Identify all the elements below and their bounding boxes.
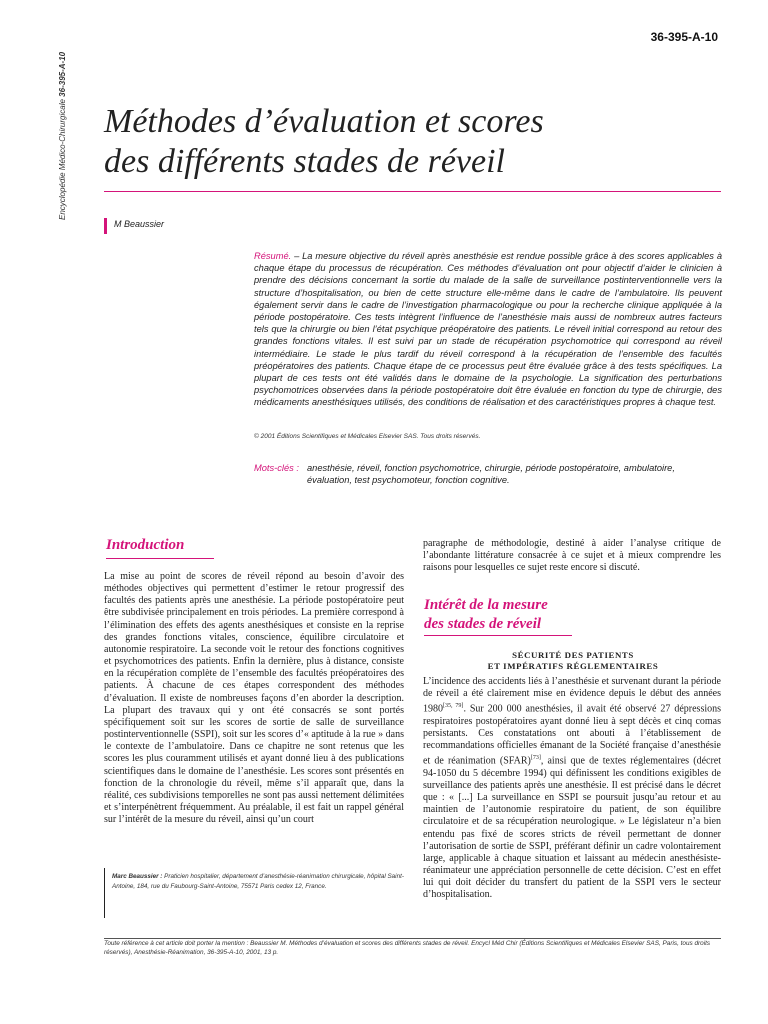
- abstract: [254, 250, 722, 409]
- affiliation-rule: [104, 868, 105, 918]
- section-text-b: . Sur 200 000 anesthésies, il avait été observé 27 dépressions respiratoires postopératoires ayant donné lieu à sept décès et cinq comas persistants. Ces constatations ont abouti à l’établissement de recommandations officielles émanant de la Société française d’anesthésie et de réanimation (SFAR): [423, 703, 722, 767]
- section-text: [423, 676, 721, 901]
- abstract-text: – La mesure objective du réveil après anesthésie est rendue possible grâce à des scores applicables à chaque étape du processus de récupération. Ces méthodes d’évaluation ont pour objectif d’aider le clinicien à prendre des décisions concernant la sortie du malade de la salle de surveillance postinterventionnelle vers la structure d’hospitalisation, ou bien de cette structure elle-même dans le cadre de l’ambulatoire. Ils peuvent également servir dans le cadre de l’investigation pharmacologique ou pour la recherche clinique appliquée à la période postopératoire. Ces tests intègrent l’influence de l’anesthésie mais aussi de nombreux autres facteurs tels que la chirurgie ou bien l’état psychique préopératoire des patients. Le réveil initial correspond au retour des grandes fonctions vitales. Il est suivi par un stade de récupération psychomotrice qui correspond au réveil intermédiaire. Le stade le plus tardif du réveil correspond à la récupération de l’ensemble des facultés préopératoires des patients. Chaque étape de ce processus peut être évaluée grâce à des tests spécifiques. La plupart de ces tests ont été validés dans le domaine de la psychologie. La signification des perturbations psychomotrices observées dans la période postopératoire doit être évaluée en fonction du type de chirurgie, des médicaments anesthésiques utilisés, des conditions de réalisation et des caractéristiques propres à chaque test.: [254, 251, 722, 408]
- subsection-heading: [424, 650, 722, 672]
- keywords-text: anesthésie, réveil, fonction psychomotrice, chirurgie, période postopératoire, ambulatoire, évaluation, test psychomoteur, fonction cognitive.: [307, 463, 675, 486]
- subhead-line-1: SÉCURITÉ DES PATIENTS: [512, 650, 634, 660]
- affiliation-name: Marc Beaussier :: [112, 873, 163, 880]
- title-line-2: des différents stades de réveil: [104, 143, 505, 180]
- section-text-c: , ainsi que de textes réglementaires (décret 94-1050 du 5 décembre 1994) qui définissent les conditions exigibles de surveillance des patients après une anesthésie. Il est précisé dans le décret que : « [...] La surveillance en SSPI se poursuit jusqu’au retour et au maintien de l’autonomie respiratoire du patient, de son équilibre circulatoire et de sa récupération neurologique. » Le législateur n’a bien entendu pas fixé de scores stricts de réveil permettant de donner l’autorisation de sortie de SSPI, préférant définir un cadre volontairement large, applicable à chaque situation et laissant au médecin anesthésiste-réanimateur une appréciation personnelle de cette décision. C’est en effet lui qui doit décider du transfert du patient de la SSPI vers le secteur d’hospitalisation.: [423, 755, 721, 901]
- section-heading: [424, 596, 724, 634]
- journal-name: Encyclopédie Médico-Chirurgicale: [58, 99, 67, 220]
- intro-text-continued: paragraphe de méthodologie, destiné à aider l’analyse critique de l’abondante littérature consacrée à ce sujet et à mieux comprendre les raisons pour lesquelles ce sujet reste encore si discuté.: [423, 538, 721, 574]
- section-heading-line-1: Intérêt de la mesure: [424, 597, 548, 613]
- author-affiliation: [112, 872, 404, 892]
- journal-code: 36-395-A-10: [58, 51, 67, 97]
- section-heading-rule: [424, 635, 572, 636]
- article-title: [104, 102, 664, 182]
- intro-text: La mise au point de scores de réveil répond au besoin d’avoir des méthodes objectives qui permettent d’estimer le retour progressif des facultés des patients après une anesthésie. La période postopératoire peut être subdivisée principalement en trois périodes. La première correspond à l’élimination des effets des agents anesthésiques et consiste en la reprise des grandes fonctions vitales, conscience, équilibre circulatoire et autonomie respiratoire. La seconde voit le retour des fonctions cognitives et psychomotrices des patients. Enfin la dernière, plus à distance, consiste en la récupération complète de l’ensemble des facultés préopératoires des patients. À chacune de ces étapes correspondent des méthodes d’évaluation. Il existe de nombreuses façons d’en aborder la description. La plupart des travaux qui y ont été consacrés se sont portés spécifiquement soit sur les scores de sortie de salle de surveillance postinterventionnelle (SSPI), soit sur les scores d’« aptitude à la rue » dans le contexte de l’ambulatoire. Dans ce chapitre ne sont retenus que les scores les plus couramment utilisés et ayant donné lieu à des publications scientifiques dans le domaine de l’anesthésie. Les scores sont présentés en fonction de la chronologie du réveil, même s’il apparaît que, dans la réalité, ces subdivisions temporelles ne sont pas aussi nettement délimitées et s’interpénètrent fréquemment. Au préalable, il est fait un rappel général sur l’intérêt de la mesure du réveil, ainsi qu’un court: [104, 571, 404, 826]
- title-divider: [104, 191, 721, 192]
- intro-heading-rule: [106, 558, 214, 559]
- copyright: © 2001 Éditions Scientifiques et Médicales Elsevier SAS. Tous droits réservés.: [254, 433, 481, 440]
- intro-heading: Introduction: [106, 537, 185, 553]
- keywords-label: Mots-clés :: [254, 463, 299, 473]
- citation-ref: [35, 79]: [443, 703, 464, 710]
- section-text-a: L’incidence des accidents liés à l’anesthésie et survenant durant la période de réveil a été clairement mise en évidence depuis le début des années 1980: [423, 676, 721, 715]
- footnote-rule: [104, 938, 721, 939]
- subhead-line-2: ET IMPÉRATIFS RÉGLEMENTAIRES: [487, 661, 659, 671]
- citation-ref: [73]: [530, 755, 541, 762]
- abstract-label: Résumé.: [254, 251, 292, 261]
- citation-footnote: Toute référence à cet article doit porter la mention : Beaussier M. Méthodes d’évaluation et scores des différents stades de réveil. Encycl Méd Chir (Éditions Scientifiques et Médicales Elsevier SAS, Paris, tous droits réservés), Anesthésie-Réanimation, 36-395-A-10, 2001, 13 p.: [104, 940, 711, 956]
- affiliation-text: Praticien hospitalier, département d’anesthésie-réanimation chirurgicale, hôpital Saint-Antoine, 184, rue du Faubourg-Saint-Antoine, 75571 Paris cedex 12, France.: [112, 873, 404, 890]
- author-name: M Beaussier: [114, 219, 165, 229]
- title-line-1: Méthodes d’évaluation et scores: [104, 103, 544, 140]
- author-marker: [104, 218, 107, 234]
- journal-sidebar: [52, 20, 72, 220]
- section-heading-line-2: des stades de réveil: [424, 616, 542, 632]
- reference-code: 36-395-A-10: [650, 30, 718, 44]
